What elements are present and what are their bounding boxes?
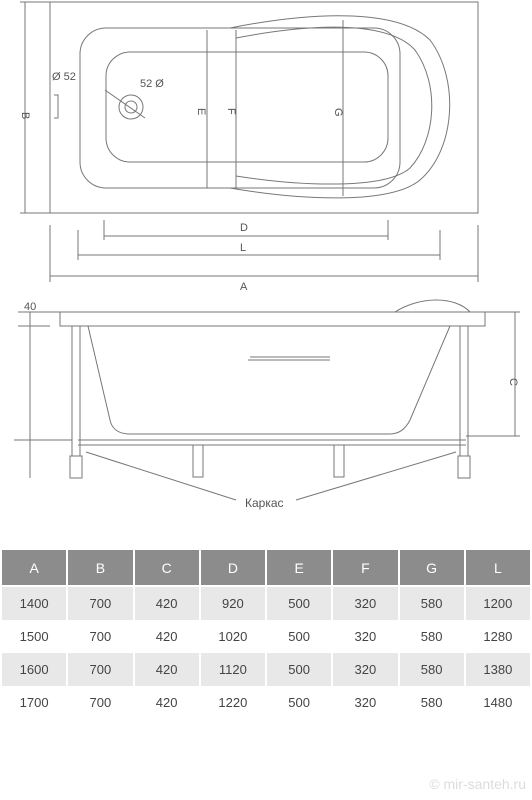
table-cell: 420 [135, 620, 199, 653]
table-cell: 580 [400, 653, 464, 686]
table-cell: 500 [267, 587, 331, 620]
drain-label-outer: Ø 52 [52, 71, 76, 83]
table-cell: 700 [68, 653, 132, 686]
overflow-hole [54, 95, 58, 118]
table-cell: 1500 [2, 620, 66, 653]
dim-F-label: F [225, 108, 237, 115]
dim-B-label: B [19, 112, 31, 120]
table-cell: 1120 [201, 653, 265, 686]
table-cell: 420 [135, 653, 199, 686]
header-G: G [400, 550, 464, 585]
header-B: B [68, 550, 132, 585]
header-E: E [267, 550, 331, 585]
tub-side-body [88, 326, 450, 434]
dim-C-label: C [507, 378, 519, 386]
drain-label-inner: 52 Ø [140, 78, 164, 90]
dim-40-label: 40 [24, 301, 37, 313]
frame-foot-mid-1 [193, 445, 203, 477]
table-cell: 500 [267, 686, 331, 719]
table-cell: 580 [400, 620, 464, 653]
dimensions-table [0, 550, 532, 719]
table-row [2, 620, 530, 653]
table-cell: 1280 [466, 620, 530, 653]
table-cell: 500 [267, 653, 331, 686]
table-cell: 920 [201, 587, 265, 620]
table-cell: 1020 [201, 620, 265, 653]
drain-outer-ring [119, 95, 143, 119]
table-cell: 1400 [2, 587, 66, 620]
headrest-side [395, 300, 470, 312]
table-cell: 1220 [201, 686, 265, 719]
frame-foot-mid-2 [334, 445, 344, 477]
frame-label: Каркас [245, 496, 284, 510]
dim-L-label: L [240, 242, 247, 254]
table-cell: 700 [68, 686, 132, 719]
table-cell: 420 [135, 686, 199, 719]
table-cell: 320 [333, 653, 397, 686]
dim-D-label: D [240, 222, 248, 234]
table-cell: 500 [267, 620, 331, 653]
table-cell: 1600 [2, 653, 66, 686]
tub-side-rim [60, 312, 485, 326]
table-cell: 320 [333, 587, 397, 620]
dim-G-label: G [332, 108, 344, 117]
table-cell: 1480 [466, 686, 530, 719]
table-row [2, 587, 530, 620]
table-row [2, 653, 530, 686]
dim-E-label: E [195, 108, 207, 116]
table-cell: 1200 [466, 587, 530, 620]
table-cell: 320 [333, 620, 397, 653]
table-cell: 580 [400, 686, 464, 719]
table-cell: 700 [68, 587, 132, 620]
table-cell: 320 [333, 686, 397, 719]
table-cell: 580 [400, 587, 464, 620]
tub-bottom [106, 52, 388, 162]
table-cell: 1700 [2, 686, 66, 719]
header-A: A [2, 550, 66, 585]
table-cell: 420 [135, 587, 199, 620]
headrest-outline [230, 16, 450, 198]
header-F: F [333, 550, 397, 585]
header-C: C [135, 550, 199, 585]
header-D: D [201, 550, 265, 585]
dim-A-label: A [240, 281, 248, 293]
table-header-row [2, 550, 530, 585]
header-L: L [466, 550, 530, 585]
headrest-inner [236, 27, 432, 184]
table-row [2, 686, 530, 719]
table-cell: 1380 [466, 653, 530, 686]
frame-leg-left [72, 326, 80, 456]
table-cell: 700 [68, 620, 132, 653]
watermark: © mir-santeh.ru [429, 776, 526, 792]
